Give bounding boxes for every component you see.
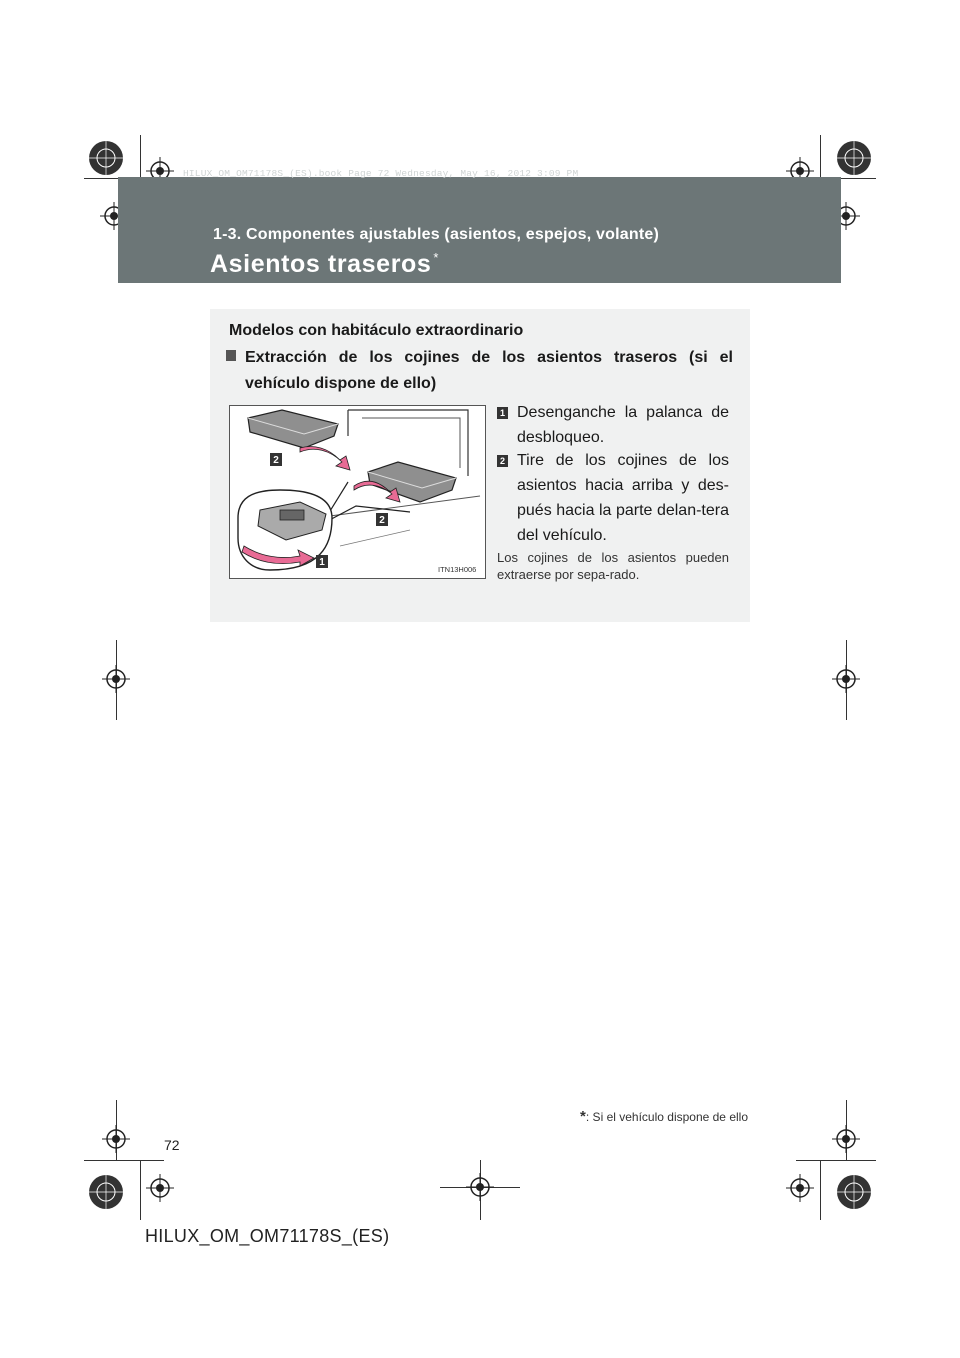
title-asterisk: * <box>433 250 440 265</box>
model-heading: Modelos con habitáculo extraordinario <box>229 322 524 339</box>
page-title <box>210 250 439 279</box>
callout-1: 1 <box>319 557 325 568</box>
section-title: 1-3. Componentes ajustables (asientos, espejos, volante) <box>213 226 659 243</box>
registration-mark-icon <box>88 140 124 176</box>
page-title-text: Asientos traseros <box>210 250 432 278</box>
crosshair-icon <box>146 1174 174 1202</box>
crosshair-icon <box>466 1173 494 1201</box>
step-2-text: Tire de los cojines de los asientos hacia arriba y des-pués hacia la parte delan-tera del vehículo. <box>517 452 729 544</box>
crosshair-icon <box>102 665 130 693</box>
footnote-text: : Si el vehículo dispone de ello <box>585 1110 748 1124</box>
registration-mark-icon <box>836 140 872 176</box>
registration-mark-icon <box>88 1174 124 1210</box>
crosshair-icon <box>832 665 860 693</box>
step-number-badge: 2 <box>497 455 508 467</box>
step-1-text: Desenganche la palanca de desbloqueo. <box>517 404 729 446</box>
step-number-badge: 1 <box>497 407 508 419</box>
callout-2-bottom: 2 <box>379 515 385 526</box>
document-code: HILUX_OM_OM71178S_(ES) <box>145 1226 390 1246</box>
crosshair-icon <box>102 1125 130 1153</box>
footnote-asterisk: * <box>580 1108 586 1125</box>
crosshair-icon <box>832 1125 860 1153</box>
seat-cushion-illustration <box>229 405 486 579</box>
callout-2-top: 2 <box>273 455 279 466</box>
page-number: 72 <box>164 1137 180 1153</box>
print-info: HILUX_OM_OM71178S_(ES).book Page 72 Wednesday, May 16, 2012 3:09 PM <box>183 168 579 179</box>
square-bullet-icon <box>226 350 236 361</box>
procedure-heading: Extracción de los cojines de los asientos traseros (si el vehículo dispone de ello) <box>245 349 733 392</box>
step-note: Los cojines de los asientos pueden extraerse por sepa-rado. <box>497 550 729 582</box>
figure-code: ITN13H006 <box>438 565 477 574</box>
registration-mark-icon <box>836 1174 872 1210</box>
footnote <box>528 1108 748 1125</box>
crosshair-icon <box>786 1174 814 1202</box>
illustration-drawing <box>230 406 485 578</box>
